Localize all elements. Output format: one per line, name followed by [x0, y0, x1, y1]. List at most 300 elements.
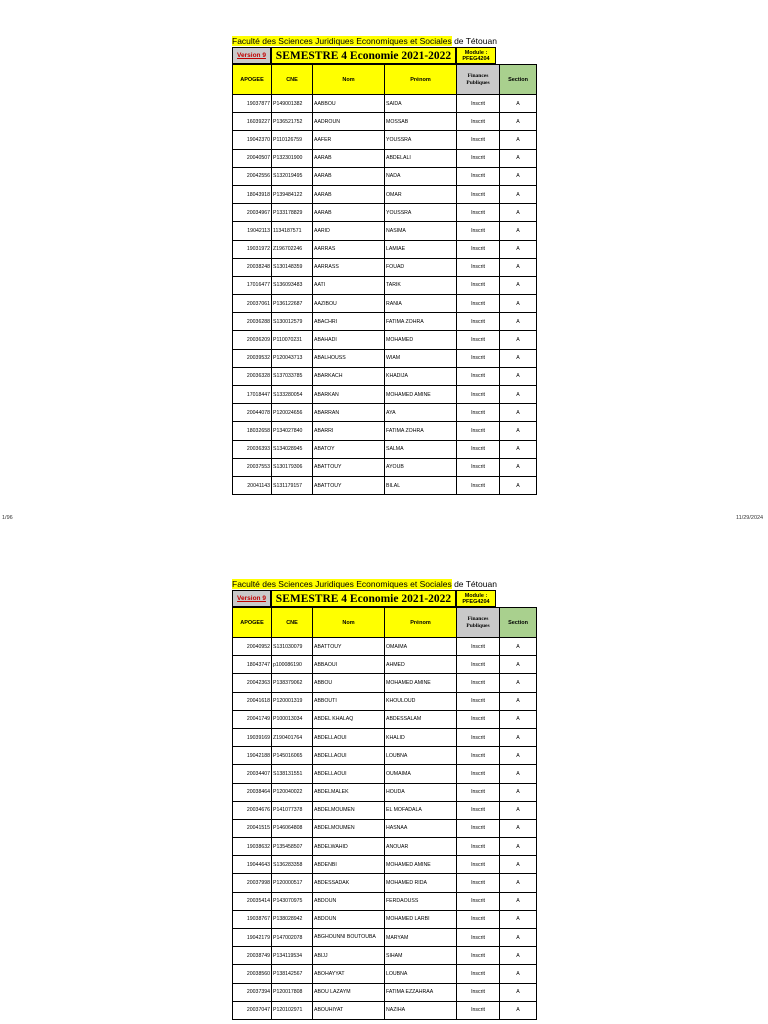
cell-prenom: [385, 801, 457, 819]
cell-prenom: [385, 204, 457, 222]
cell-nom: [313, 149, 385, 167]
cell-section-text: A: [516, 355, 520, 362]
cell-prenom-text: HOUDA: [386, 789, 405, 796]
cell-nom-text: AADROUN: [314, 118, 340, 125]
cell-apogee-text: 20039532: [246, 355, 270, 362]
cell-prenom-text: NAZIHA: [386, 1007, 406, 1014]
cell-cne-text: p100086190: [273, 661, 302, 668]
cell-cne: [272, 131, 313, 149]
cell-cne-text: P134119534: [273, 952, 303, 959]
cell-nom: [313, 440, 385, 458]
cell-prenom: [385, 386, 457, 404]
cell-section-text: A: [516, 916, 520, 923]
cell-prenom-text: NASIMA: [386, 227, 406, 234]
col-header-apogee: APOGEE: [233, 608, 272, 638]
cell-section: [500, 692, 537, 710]
col-header-nom: Nom: [313, 65, 385, 95]
cell-apogee-text: 20038464: [246, 789, 270, 796]
cell-cne: [272, 222, 313, 240]
cell-apogee-text: 20037998: [246, 880, 270, 887]
cell-cne: [272, 983, 313, 1001]
cell-finances-text: Inscrit: [471, 209, 485, 216]
cell-apogee: [233, 710, 272, 728]
cell-prenom: [385, 113, 457, 131]
cell-apogee-text: 20041749: [246, 716, 270, 723]
cell-section-text: A: [516, 952, 520, 959]
cell-finances: [457, 331, 500, 349]
title-row: [232, 590, 537, 607]
cell-section: [500, 386, 537, 404]
print-date: 11/29/2024: [736, 515, 764, 521]
table-row: [233, 819, 537, 837]
cell-prenom-text: BILAL: [386, 482, 401, 489]
table-row: [233, 295, 537, 313]
cell-nom: [313, 367, 385, 385]
cell-section: [500, 710, 537, 728]
cell-apogee-text: 20040507: [246, 155, 270, 162]
cell-prenom: [385, 692, 457, 710]
cell-finances: [457, 910, 500, 928]
cell-cne-text: P120017808: [273, 989, 303, 996]
cell-section: [500, 819, 537, 837]
cell-nom: [313, 167, 385, 185]
cell-apogee: [233, 910, 272, 928]
cell-finances-text: Inscrit: [471, 337, 485, 344]
cell-apogee-text: 16039227: [246, 118, 270, 125]
cell-cne: [272, 258, 313, 276]
cell-section: [500, 874, 537, 892]
cell-apogee-text: 19042113: [247, 227, 270, 234]
institution-title-rest: de Tétouan: [451, 36, 497, 46]
cell-nom: [313, 910, 385, 928]
cell-section-text: A: [516, 427, 520, 434]
cell-nom: [313, 728, 385, 746]
cell-cne: [272, 710, 313, 728]
cell-section-text: A: [516, 661, 520, 668]
cell-section-text: A: [516, 282, 520, 289]
institution-title-highlight: Faculté des Sciences Juridiques Economiques et Sociales: [232, 36, 452, 46]
cell-nom-text: ABDEL KHALAQ: [314, 716, 354, 723]
col-header-finances: Finances Publiques: [457, 65, 500, 95]
cell-prenom-text: AYA: [386, 409, 396, 416]
cell-apogee: [233, 947, 272, 965]
cell-nom-text: ABARRI: [314, 427, 334, 434]
cell-finances-text: Inscrit: [471, 970, 485, 977]
cell-finances-text: Inscrit: [471, 100, 485, 107]
cell-nom: [313, 295, 385, 313]
table-row: [233, 892, 537, 910]
cell-section: [500, 131, 537, 149]
cell-nom: [313, 422, 385, 440]
cell-finances: [457, 204, 500, 222]
cell-apogee: [233, 276, 272, 294]
cell-finances-text: Inscrit: [471, 898, 485, 905]
cell-apogee: [233, 386, 272, 404]
semester-title: SEMESTRE 4 Economie 2021-2022: [271, 590, 456, 607]
cell-prenom: [385, 947, 457, 965]
cell-nom-text: ABDELMOUMEN: [314, 825, 355, 832]
cell-nom-text: AARAB: [314, 173, 332, 180]
cell-finances: [457, 167, 500, 185]
table-row: [233, 131, 537, 149]
cell-finances: [457, 747, 500, 765]
cell-section-text: A: [516, 264, 520, 271]
cell-apogee: [233, 747, 272, 765]
cell-prenom: [385, 440, 457, 458]
cell-finances: [457, 929, 500, 947]
cell-finances: [457, 458, 500, 476]
cell-finances: [457, 728, 500, 746]
cell-apogee-text: 20041143: [247, 482, 270, 489]
cell-section-text: A: [516, 318, 520, 325]
cell-cne-text: P139484122: [273, 191, 303, 198]
cell-finances-text: Inscrit: [471, 698, 485, 705]
cell-prenom-text: AYOUB: [386, 464, 404, 471]
cell-prenom-text: ANOUAR: [386, 843, 409, 850]
cell-finances-text: Inscrit: [471, 409, 485, 416]
cell-nom: [313, 874, 385, 892]
table-row: [233, 240, 537, 258]
col-header-section: Section: [500, 65, 537, 95]
cell-prenom: [385, 404, 457, 422]
cell-prenom: [385, 167, 457, 185]
cell-cne-text: S134028945: [273, 446, 303, 453]
cell-apogee-text: 20041515: [246, 825, 270, 832]
cell-prenom-text: ABDESSALAM: [386, 716, 422, 723]
cell-nom: [313, 965, 385, 983]
cell-section-text: A: [516, 409, 520, 416]
cell-finances-text: Inscrit: [471, 789, 485, 796]
cell-nom-text: ABOU LAZAYM: [314, 989, 351, 996]
module-label: Module :: [464, 592, 488, 599]
cell-apogee-text: 19042188: [246, 752, 270, 759]
cell-nom-text: ABARRAN: [314, 409, 340, 416]
cell-finances: [457, 892, 500, 910]
cell-nom-text: ABBOUTI: [314, 698, 337, 705]
cell-apogee: [233, 819, 272, 837]
table-row: [233, 1001, 537, 1019]
cell-finances-text: Inscrit: [471, 679, 485, 686]
cell-section: [500, 747, 537, 765]
cell-finances: [457, 638, 500, 656]
cell-section: [500, 674, 537, 692]
cell-cne: [272, 1001, 313, 1019]
cell-apogee: [233, 965, 272, 983]
table-row: [233, 929, 537, 947]
cell-nom-text: ABOUHIYAT: [314, 1007, 344, 1014]
cell-apogee: [233, 728, 272, 746]
cell-cne: [272, 765, 313, 783]
cell-cne-text: P136122687: [273, 300, 303, 307]
col-header-apogee: APOGEE: [233, 65, 272, 95]
table-row: [233, 910, 537, 928]
cell-nom: [313, 131, 385, 149]
cell-nom: [313, 240, 385, 258]
cell-apogee: [233, 801, 272, 819]
cell-section: [500, 458, 537, 476]
cell-section: [500, 1001, 537, 1019]
cell-section-text: A: [516, 191, 520, 198]
cell-finances-text: Inscrit: [471, 282, 485, 289]
cell-apogee-text: 20040952: [246, 643, 270, 650]
cell-apogee-text: 18043918: [246, 191, 270, 198]
cell-finances-text: Inscrit: [471, 446, 485, 453]
cell-finances: [457, 1001, 500, 1019]
table-header-row: [233, 65, 537, 95]
title-row: [232, 47, 537, 64]
table-row: [233, 222, 537, 240]
cell-nom: [313, 276, 385, 294]
cell-section: [500, 892, 537, 910]
cell-finances: [457, 276, 500, 294]
version-label: Version 9: [232, 590, 271, 607]
cell-apogee-text: 20036328: [246, 373, 270, 380]
table-row: [233, 783, 537, 801]
cell-cne: [272, 422, 313, 440]
cell-section-text: A: [516, 464, 520, 471]
cell-nom-text: ABDOUN: [314, 916, 337, 923]
cell-finances-text: Inscrit: [471, 861, 485, 868]
cell-section: [500, 983, 537, 1001]
cell-finances-text: Inscrit: [471, 752, 485, 759]
institution-title-rest: de Tétouan: [451, 579, 497, 589]
cell-apogee: [233, 892, 272, 910]
cell-finances-text: Inscrit: [471, 716, 485, 723]
cell-prenom: [385, 728, 457, 746]
cell-section-text: A: [516, 136, 520, 143]
cell-prenom-text: HASNAA: [386, 825, 408, 832]
cell-prenom: [385, 856, 457, 874]
table-row: [233, 458, 537, 476]
cell-finances: [457, 313, 500, 331]
cell-prenom-text: MOHAMED AMINE: [386, 391, 431, 398]
cell-finances: [457, 674, 500, 692]
cell-finances-text: Inscrit: [471, 464, 485, 471]
cell-finances-text: Inscrit: [471, 136, 485, 143]
cell-apogee: [233, 838, 272, 856]
cell-prenom-text: MOSSAB: [386, 118, 409, 125]
cell-finances: [457, 386, 500, 404]
cell-prenom: [385, 367, 457, 385]
col-header-prenom: Prénom: [385, 65, 457, 95]
cell-section-text: A: [516, 880, 520, 887]
cell-finances-text: Inscrit: [471, 880, 485, 887]
cell-finances-text: Inscrit: [471, 807, 485, 814]
cell-nom-text: ABARKACH: [314, 373, 343, 380]
cell-cne: [272, 167, 313, 185]
cell-apogee-text: 19039169: [246, 734, 270, 741]
cell-apogee-text: 19038767: [246, 916, 270, 923]
semester-title: SEMESTRE 4 Economie 2021-2022: [271, 47, 456, 64]
cell-finances: [457, 874, 500, 892]
cell-cne: [272, 674, 313, 692]
col-header-section: Section: [500, 608, 537, 638]
cell-nom: [313, 638, 385, 656]
cell-prenom: [385, 1001, 457, 1019]
cell-prenom-text: LOUBNA: [386, 970, 408, 977]
cell-prenom-text: WIAM: [386, 355, 401, 362]
cell-section: [500, 440, 537, 458]
cell-finances-text: Inscrit: [471, 1007, 485, 1014]
cell-apogee: [233, 874, 272, 892]
cell-apogee: [233, 458, 272, 476]
cell-cne-text: P110126759: [273, 136, 303, 143]
cell-prenom: [385, 349, 457, 367]
cell-finances-text: Inscrit: [471, 264, 485, 271]
cell-cne-text: P134027840: [273, 427, 303, 434]
cell-cne: [272, 874, 313, 892]
table-row: [233, 728, 537, 746]
table-row: [233, 258, 537, 276]
cell-finances: [457, 367, 500, 385]
cell-finances: [457, 947, 500, 965]
cell-cne: [272, 838, 313, 856]
cell-apogee: [233, 331, 272, 349]
cell-finances-text: Inscrit: [471, 391, 485, 398]
cell-prenom: [385, 747, 457, 765]
cell-apogee: [233, 422, 272, 440]
cell-section: [500, 929, 537, 947]
version-label: Version 9: [232, 47, 271, 64]
cell-prenom-text: KHADIJA: [386, 373, 408, 380]
cell-section-text: A: [516, 734, 520, 741]
table-row: [233, 947, 537, 965]
cell-prenom-text: MOHAMED AMINE: [386, 679, 431, 686]
table-body: [233, 638, 537, 1020]
cell-section-text: A: [516, 246, 520, 253]
cell-cne: [272, 113, 313, 131]
cell-nom: [313, 258, 385, 276]
cell-cne-text: P120001319: [273, 698, 303, 705]
cell-cne-text: S137033785: [273, 373, 303, 380]
cell-section-text: A: [516, 300, 520, 307]
cell-cne-text: P135458507: [273, 843, 303, 850]
cell-nom-text: ABALHOUSS: [314, 355, 346, 362]
cell-prenom-text: OUMAIMA: [386, 770, 411, 777]
sheet-page-2: [232, 578, 537, 1020]
cell-apogee: [233, 783, 272, 801]
cell-nom-text: ABDELWAHID: [314, 843, 348, 850]
cell-nom: [313, 819, 385, 837]
cell-prenom: [385, 258, 457, 276]
cell-prenom: [385, 276, 457, 294]
table-row: [233, 874, 537, 892]
cell-section: [500, 313, 537, 331]
cell-prenom: [385, 656, 457, 674]
cell-nom: [313, 838, 385, 856]
cell-cne-text: P132301900: [273, 155, 303, 162]
sheet-page-1: [232, 35, 537, 495]
cell-finances: [457, 349, 500, 367]
cell-nom: [313, 404, 385, 422]
cell-prenom: [385, 874, 457, 892]
module-box: [456, 47, 496, 64]
cell-nom: [313, 313, 385, 331]
cell-cne-text: P120024656: [273, 409, 303, 416]
cell-apogee-text: 20037061: [246, 300, 270, 307]
cell-finances-text: Inscrit: [471, 825, 485, 832]
table-row: [233, 386, 537, 404]
cell-nom: [313, 1001, 385, 1019]
cell-apogee: [233, 983, 272, 1001]
module-code: PFEG4204: [462, 598, 490, 605]
cell-nom-text: ABDELLAOUI: [314, 734, 347, 741]
cell-prenom-text: FOUAD: [386, 264, 405, 271]
cell-finances-text: Inscrit: [471, 227, 485, 234]
cell-finances-text: Inscrit: [471, 118, 485, 125]
cell-prenom-text: KHOULOUD: [386, 698, 416, 705]
table-row: [233, 95, 537, 113]
cell-prenom: [385, 240, 457, 258]
cell-finances-text: Inscrit: [471, 318, 485, 325]
cell-prenom-text: SAIDA: [386, 100, 402, 107]
cell-finances: [457, 295, 500, 313]
cell-nom-text: AARID: [314, 227, 330, 234]
cell-section: [500, 204, 537, 222]
cell-nom: [313, 892, 385, 910]
cell-cne: [272, 638, 313, 656]
cell-apogee: [233, 313, 272, 331]
cell-apogee-text: 20041618: [246, 698, 270, 705]
cell-prenom: [385, 149, 457, 167]
cell-cne: [272, 276, 313, 294]
cell-apogee: [233, 240, 272, 258]
cell-prenom: [385, 95, 457, 113]
cell-apogee-text: 20036393: [246, 446, 270, 453]
module-code: PFEG4204: [462, 55, 490, 62]
cell-apogee: [233, 349, 272, 367]
cell-section: [500, 656, 537, 674]
cell-apogee: [233, 149, 272, 167]
cell-apogee: [233, 131, 272, 149]
cell-cne: [272, 386, 313, 404]
cell-prenom-text: MOHAMED LARBI: [386, 916, 430, 923]
cell-prenom: [385, 710, 457, 728]
cell-section-text: A: [516, 770, 520, 777]
cell-cne: [272, 349, 313, 367]
cell-section: [500, 965, 537, 983]
cell-cne-text: S130148359: [273, 264, 303, 271]
cell-finances-text: Inscrit: [471, 246, 485, 253]
cell-nom: [313, 801, 385, 819]
cell-cne-text: P138379062: [273, 679, 303, 686]
cell-section-text: A: [516, 898, 520, 905]
cell-cne: [272, 95, 313, 113]
cell-cne-text: 1134187571: [273, 227, 302, 234]
cell-apogee: [233, 95, 272, 113]
table-row: [233, 983, 537, 1001]
cell-finances: [457, 185, 500, 203]
cell-prenom-text: LOUBNA: [386, 752, 408, 759]
cell-cne: [272, 929, 313, 947]
cell-section: [500, 728, 537, 746]
cell-prenom-text: MOHAMED AMINE: [386, 861, 431, 868]
cell-apogee: [233, 674, 272, 692]
cell-apogee-text: 20036288: [246, 318, 270, 325]
cell-nom-text: AARAB: [314, 155, 332, 162]
cell-apogee: [233, 929, 272, 947]
cell-nom: [313, 929, 385, 947]
cell-prenom-text: SALMA: [386, 446, 404, 453]
cell-cne-text: S130179306: [273, 464, 303, 471]
table-row: [233, 185, 537, 203]
cell-section-text: A: [516, 716, 520, 723]
cell-finances: [457, 838, 500, 856]
cell-nom-text: AABBOU: [314, 100, 336, 107]
cell-finances-text: Inscrit: [471, 952, 485, 959]
cell-finances: [457, 149, 500, 167]
cell-finances-text: Inscrit: [471, 427, 485, 434]
